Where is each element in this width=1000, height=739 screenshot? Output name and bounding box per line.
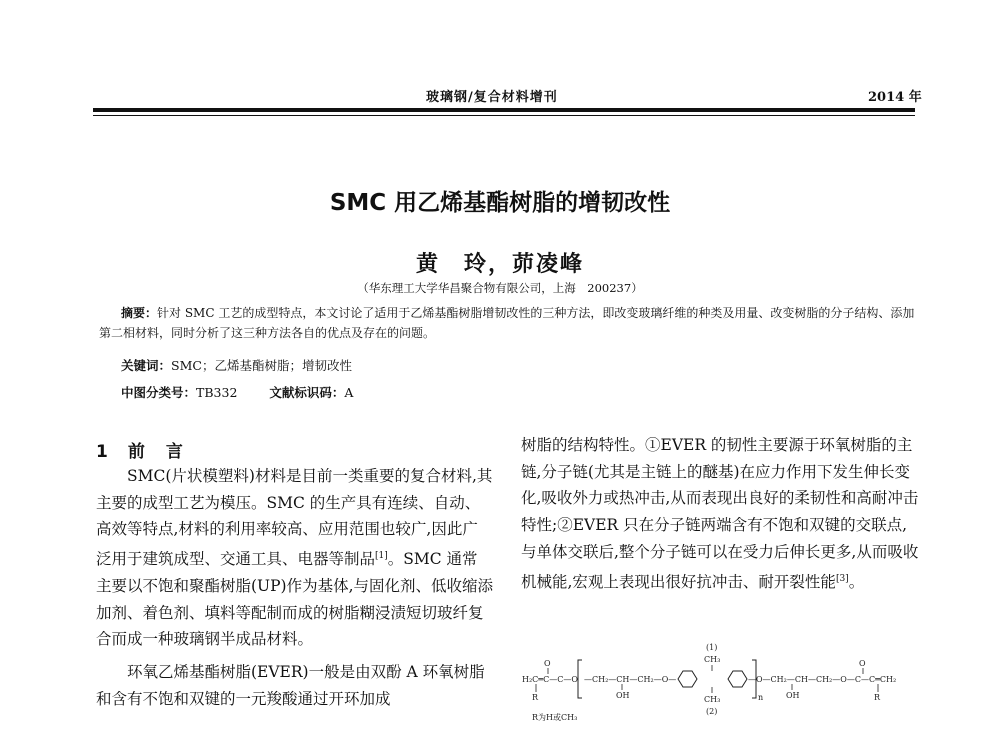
chemical-structure-figure (520, 640, 920, 735)
header-rule-thin (93, 115, 915, 116)
doc-code-value: A (344, 385, 354, 400)
carbonyl-o-left: O (544, 659, 551, 668)
ch3-bottom: CH₃ (704, 695, 721, 704)
carbonyl-o-right: O (859, 659, 866, 668)
keywords-label: 关键词： (121, 358, 172, 373)
benzene-ring (678, 671, 697, 687)
classification (121, 383, 353, 401)
r-group-right: R (874, 693, 881, 702)
paragraph-text: 。SMC 通常主要以不饱和聚酯树脂(UP)作为基体,与固化剂、低收缩添加剂、着色剂、填料等配制而成的树脂糊浸渍短切玻纤复合而成一种玻璃钢半成品材料。 (96, 550, 494, 649)
structure-diagram (520, 640, 920, 735)
section-heading (96, 437, 185, 462)
clc-value: TB332 (196, 385, 238, 400)
paper-title: SMC 用乙烯基酯树脂的增韧改性 (329, 190, 671, 216)
paragraph-text: SMC(片状模塑料)材料是目前一类重要的复合材料,其主要的成型工艺为模压。SMC 的生产具有连续、自动、高效等特点,材料的利用率较高、应用范围也较广,因此广泛用于建筑成型、交通工具、电器等制品 (96, 467, 493, 569)
right-column (521, 432, 919, 595)
bracket-left (578, 660, 582, 698)
authors: 黄 玲，茆凌峰 (415, 251, 584, 277)
abstract-text: 针对 SMC 工艺的成型特点，本文讨论了适用于乙烯基酯树脂增韧改性的三种方法，即改变玻璃纤维的种类及用量、改变树脂的分子结构、添加第二相材料，同时分析了这三种方法各自的优点及存在的问题。 (99, 306, 915, 340)
ch3-top: CH₃ (704, 655, 721, 664)
paragraph (521, 432, 919, 595)
hydroxyl-right: OH (786, 691, 800, 700)
header-rule-thick (93, 108, 915, 112)
paragraph (96, 463, 493, 653)
abstract (99, 303, 915, 343)
section-number: 1 (96, 442, 110, 462)
citation: [1] (375, 551, 388, 562)
paragraph: 环氧乙烯基酯树脂(EVER)一般是由双酚 A 环氧树脂和含有不饱和双键的一元羧酸通过开环加成 (96, 663, 485, 708)
repeat-n: n (758, 693, 764, 702)
left-column (96, 463, 493, 712)
paragraph-text: 。 (848, 572, 865, 591)
chain-segment: —CH₂—CH—CH₂—O— (584, 675, 677, 684)
citation: [3] (835, 573, 849, 584)
section-title: 前 言 (127, 442, 185, 462)
r-footnote: R为H或CH₃ (532, 713, 578, 722)
abstract-label: 摘要： (121, 306, 158, 320)
clc-label: 中图分类号： (121, 385, 197, 400)
paragraph-text: 树脂的结构特性。①EVER 的韧性主要源于环氧树脂的主链,分子链(尤其是主链上的醚基)在应力作用下发生伸长变化,吸收外力或热冲击,从而表现出良好的柔韧性和高耐冲击特性;②EVER 只在分子链两端含有不饱和双键的交联点,与单体交联后,整个分子链可以在受力后伸长更多,从而吸收机械能,宏观上表现出很好抗冲击、耐开裂性能 (521, 436, 919, 591)
running-header-journal: 玻璃钢/复合材料增刊 (426, 90, 558, 105)
label-1: (1) (706, 643, 718, 652)
keywords (121, 356, 352, 374)
running-header-year: 2014 年 (868, 90, 922, 105)
keywords-text: SMC；乙烯基酯树脂；增韧改性 (171, 358, 352, 373)
r-group-left: R (532, 693, 539, 702)
right-end-group: —O—CH₂—CH—CH₂—O—C—C═CH₂ (748, 675, 897, 684)
affiliation: （华东理工大学华昌聚合物有限公司，上海 200237） (357, 281, 643, 295)
left-end-group: H₂C═C—C—O (522, 675, 578, 684)
doc-code-label: 文献标识码： (269, 385, 345, 400)
hydroxyl-left: OH (616, 691, 630, 700)
label-2: (2) (706, 707, 718, 716)
benzene-ring (728, 671, 747, 687)
